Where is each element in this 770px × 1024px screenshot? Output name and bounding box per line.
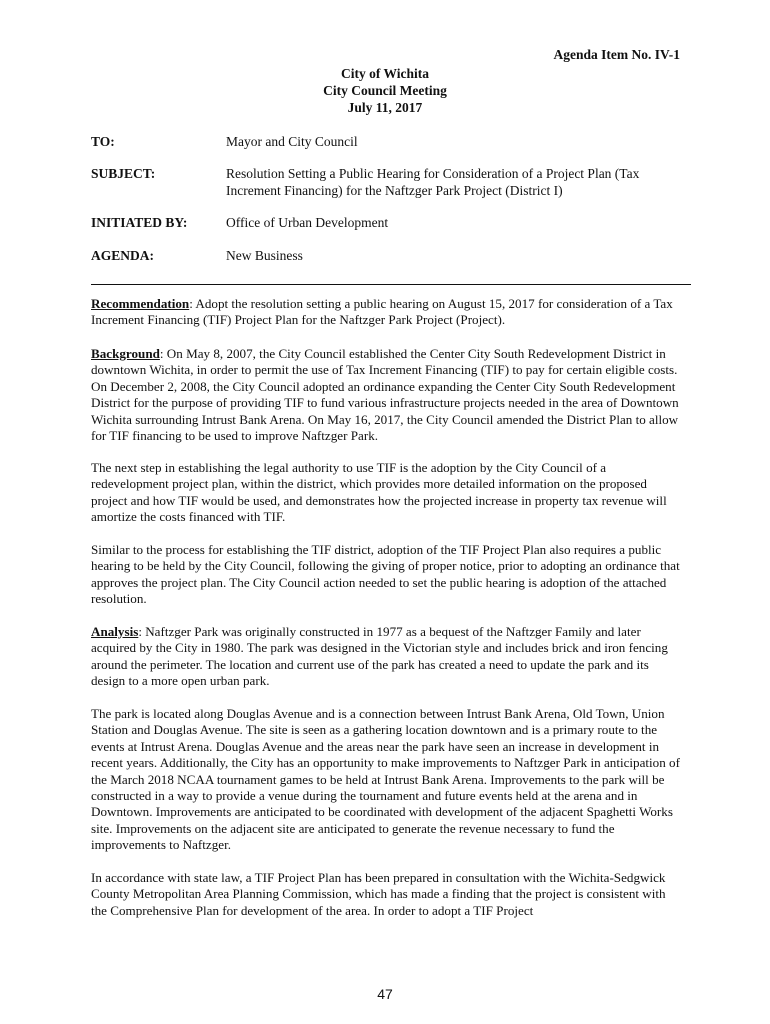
agenda-item-number: Agenda Item No. IV-1 — [553, 47, 680, 62]
recommendation-text: : Adopt the resolution setting a public hearing on August 15, 2017 for consideration of a Tax Increment Financing (TIF) Project Plan for the Naftzger Park Project (Project). — [91, 296, 673, 328]
header-date: July 11, 2017 — [347, 100, 423, 115]
meta-initiated-by-label: INITIATED BY: — [91, 215, 188, 230]
recommendation-heading: Recommendation — [91, 296, 190, 311]
header-city: City of Wichita — [340, 66, 429, 81]
meta-agenda-value: New Business — [226, 248, 303, 263]
meta-subject-value: Resolution Setting a Public Hearing for Consideration of a Project Plan (Tax Increment Financing) for the Naftzger Park Project (District I) — [226, 166, 640, 198]
background-heading: Background — [91, 346, 160, 361]
recommendation-paragraph — [91, 296, 683, 329]
meta-to-label: TO: — [91, 134, 115, 149]
background-paragraph — [91, 346, 683, 444]
header-meeting: City Council Meeting — [323, 83, 447, 98]
analysis-text: : Naftzger Park was originally constructed in 1977 as a bequest of the Naftzger Family and later acquired by the City in 1980. The park was designed in the Victorian style and includes brick and iron fencing around the perimeter. The location and current use of the park has created a need to update the park and its design to a more open urban park. — [91, 624, 668, 689]
document-header — [0, 65, 770, 116]
analysis-heading: Analysis — [91, 624, 139, 639]
next-step-paragraph: The next step in establishing the legal authority to use TIF is the adoption by the City Council of a redevelopment project plan, within the district, which provides more detailed information on the proposed project and how TIF would be used, and demonstrates how the projected increase in property tax revenue will amortize the costs financed with TIF. — [91, 460, 667, 525]
meta-to-value: Mayor and City Council — [226, 134, 358, 149]
similar-process-paragraph: Similar to the process for establishing the TIF district, adoption of the TIF Project Plan also requires a public hearing to be held by the City Council, following the giving of proper notice, prior to adopting an ordinance that approves the project plan. The City Council action needed to set the public hearing is adoption of the attached resolution. — [91, 542, 680, 607]
meta-agenda-label: AGENDA: — [91, 248, 154, 263]
meta-subject-label: SUBJECT: — [91, 166, 156, 181]
meta-initiated-by-value: Office of Urban Development — [226, 215, 389, 230]
horizontal-divider — [91, 284, 691, 285]
page-number: 47 — [377, 986, 393, 1002]
analysis-paragraph — [91, 624, 683, 690]
background-text: : On May 8, 2007, the City Council established the Center City South Redevelopment District in downtown Wichita, in order to permit the use of Tax Increment Financing (TIF) to pay for certain eligible costs. On December 2, 2008, the City Council adopted an ordinance expanding the Center City South Redevelopment District for the purpose of providing TIF to fund various infrastructure projects needed in the area of Downtown Wichita surrounding Intrust Bank Arena. On May 16, 2017, the City Council amended the District Plan to allow for TIF financing to be used to improve Naftzger Park. — [91, 346, 679, 444]
state-law-paragraph: In accordance with state law, a TIF Project Plan has been prepared in consultation with the Wichita-Sedgwick County Metropolitan Area Planning Commission, which has made a finding that the project is consistent with the Comprehensive Plan for development of the area. In order to adopt a TIF Project — [91, 870, 666, 918]
park-location-paragraph: The park is located along Douglas Avenue and is a connection between Intrust Bank Arena, Old Town, Union Station and Douglas Avenue. The site is seen as a gathering location downtown and is a primary route to the events at Intrust Arena. Douglas Avenue and the areas near the park have seen an increase in development in recent years. Additionally, the City has an opportunity to make improvements to Naftzger Park in anticipation of the March 2018 NCAA tournament games to be held at Intrust Bank Arena. Improvements to the park will be constructed in a way to provide a venue during the tournament and future events held at the arena and in Downtown. Improvements are anticipated to be coordinated with development of the adjacent Spaghetti Works site. Improvements on the adjacent site are anticipated to generate the revenue necessary to fund the improvements to Naftzger. — [91, 706, 680, 853]
